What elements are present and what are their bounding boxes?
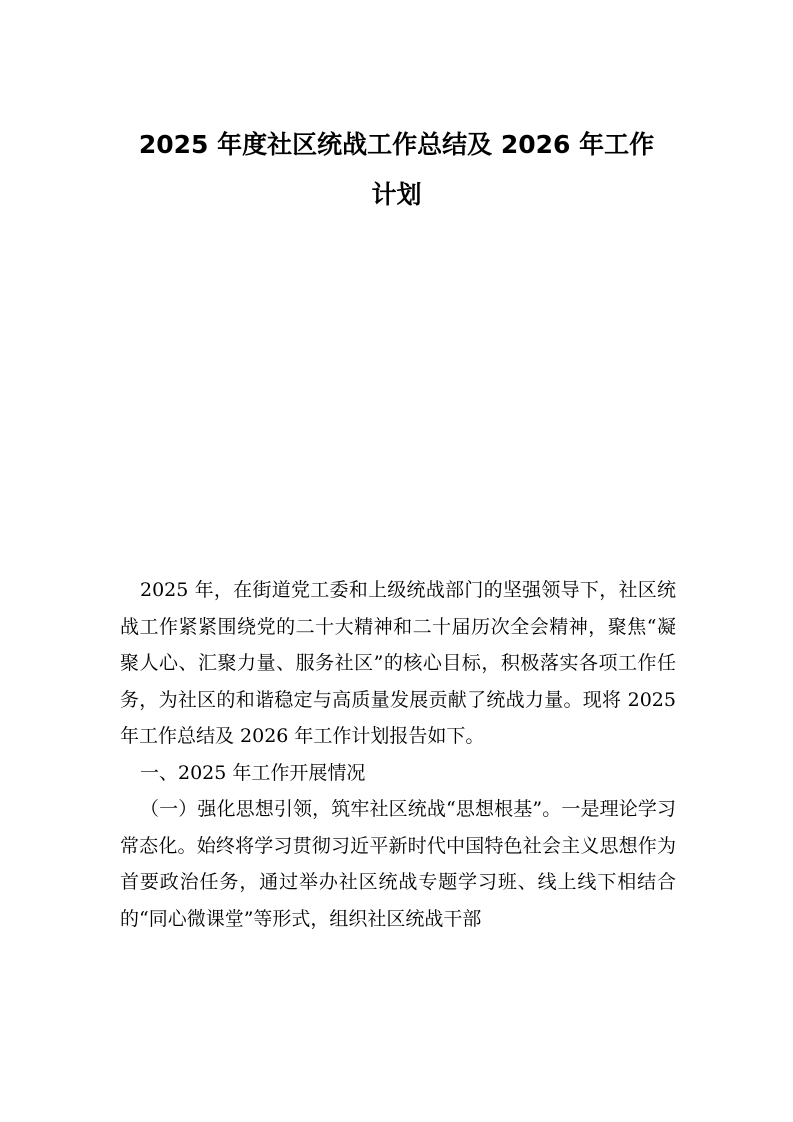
title-line-2: 计划 — [371, 180, 422, 209]
document-title — [100, 120, 693, 220]
document-body — [120, 572, 676, 937]
intro-paragraph: 2025 年，在街道党工委和上级统战部门的坚强领导下，社区统战工作紧紧围绕党的二十大精神和二十届历次全会精神，聚焦“凝聚人心、汇聚力量、服务社区”的核心目标，积极落实各项工作任务，为社区的和谐稳定与高质量发展贡献了统战力量。现将 2025 年工作总结及 2026 年工作计划报告如下。 — [120, 579, 676, 747]
section-1-1-paragraph: （一）强化思想引领，筑牢社区统战“思想根基”。一是理论学习常态化。始终将学习贯彻习近平新时代中国特色社会主义思想作为首要政治任务，通过举办社区统战专题学习班、线上线下相结合的“同心微课堂”等形式，组织社区统战干部 — [120, 798, 676, 930]
title-line-1: 2025 年度社区统战工作总结及 2026 年工作 — [138, 130, 655, 159]
section-1-heading: 一、2025 年工作开展情况 — [140, 761, 366, 784]
